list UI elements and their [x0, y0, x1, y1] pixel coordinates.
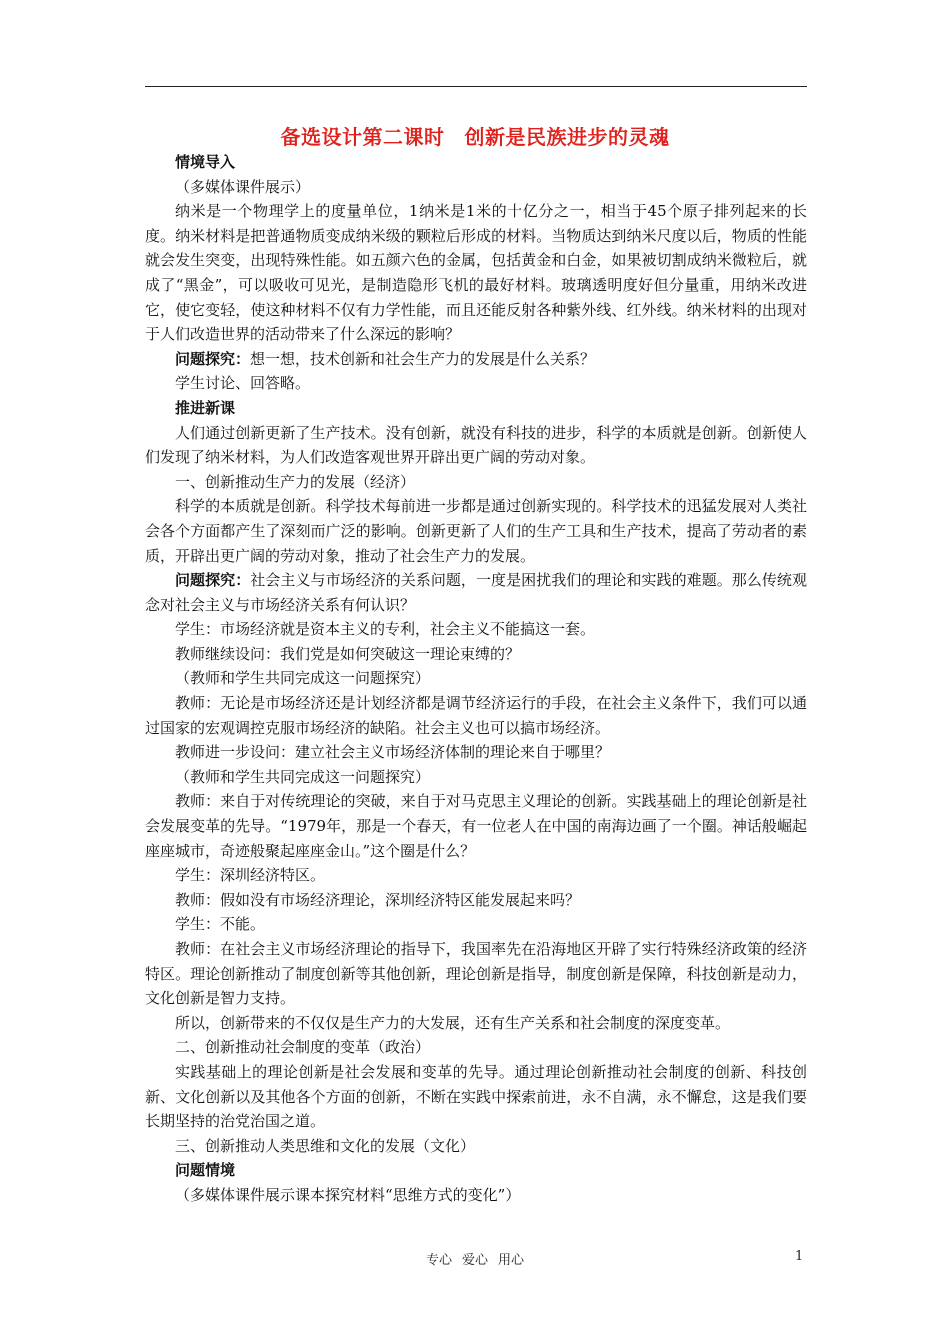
subsection-heading: 三、创新推动人类思维和文化的发展（文化）	[175, 1136, 476, 1155]
paragraph: 教师：假如没有市场经济理论，深圳经济特区能发展起来吗？	[175, 890, 581, 909]
title-topic: 创新是民族进步的灵魂	[464, 125, 670, 149]
header-rule	[145, 86, 807, 87]
paragraph: 纳米是一个物理学上的度量单位，1纳米是1米的十亿分之一，相当于45个原子排列起来的长度。纳米材料是把普通物质变成纳米级的颗粒后形成的材料。当物质达到纳米尺度以后，物质的性能就会发生突变，出现特殊性能。如五颜六色的金属，包括黄金和白金，如果被切割成纳米微粒后，就成了“黑金”，可以吸收可见光，是制造隐形飞机的最好材料。玻璃透明度好但分量重，用纳米改进它，使它变轻，使这种材料不仅有力学性能，而且还能反射各种紫外线、红外线。纳米材料的出现对于人们改造世界的活动带来了什么深远的影响？	[145, 202, 807, 344]
paragraph: 学生：深圳经济特区。	[175, 866, 326, 885]
footer-slogan-1: 专心	[425, 1253, 452, 1268]
footer-slogan-2: 爱心	[461, 1253, 488, 1268]
paragraph: （多媒体课件展示课本探究材料“思维方式的变化”）	[175, 1185, 521, 1204]
paragraph: 教师：在社会主义市场经济理论的指导下，我国率先在沿海地区开辟了实行特殊经济政策的经济特区。理论创新推动了制度创新等其他创新，理论创新是指导，制度创新是保障，科技创新是动力，文化创新是智力支持。	[145, 940, 807, 1008]
footer-slogan-3: 用心	[498, 1253, 525, 1268]
page-footer	[0, 1249, 950, 1268]
page-number: 1	[795, 1249, 804, 1264]
paragraph: 教师：来自于对传统理论的突破，来自于对马克思主义理论的创新。实践基础上的理论创新是社会发展变革的先导。“1979年，那是一个春天，有一位老人在中国的南海边画了一个圈。神话般崛起座座城市，奇迹般聚起座座金山。”这个圈是什么？	[145, 792, 807, 860]
paragraph: 科学的本质就是创新。科学技术每前进一步都是通过创新实现的。科学技术的迅猛发展对人类社会各个方面都产生了深刻而广泛的影响。创新更新了人们的生产工具和生产技术，提高了劳动者的素质，开辟出更广阔的劳动对象，推动了社会生产力的发展。	[145, 497, 807, 565]
section-heading: 推进新课	[175, 398, 236, 417]
paragraph: 教师进一步设问：建立社会主义市场经济体制的理论来自于哪里？	[175, 743, 611, 762]
paragraph: 学生：不能。	[175, 915, 266, 934]
document-body	[145, 150, 807, 1208]
paragraph: 教师继续设问：我们党是如何突破这一理论束缚的？	[175, 644, 521, 663]
paragraph: 所以，创新带来的不仅仅是生产力的大发展，还有生产关系和社会制度的深度变革。	[175, 1013, 731, 1032]
paragraph: （教师和学生共同完成这一问题探究）	[175, 669, 431, 688]
subsection-heading: 二、创新推动社会制度的变革（政治）	[175, 1038, 431, 1057]
paragraph: 问题探究：想一想，技术创新和社会生产力的发展是什么关系？	[175, 349, 596, 368]
paragraph: 学生讨论、回答略。	[175, 374, 311, 393]
section-heading: 问题情境	[175, 1161, 236, 1180]
inquiry-label: 问题探究：	[175, 571, 251, 590]
section-heading: 情境导入	[175, 153, 236, 171]
subsection-heading: 一、创新推动生产力的发展（经济）	[175, 472, 416, 491]
paragraph: 问题探究：社会主义与市场经济的关系问题，一度是困扰我们的理论和实践的难题。那么传统观念对社会主义与市场经济关系有何认识？	[145, 571, 807, 614]
title-lesson: 备选设计第二课时	[280, 125, 445, 149]
paragraph: 实践基础上的理论创新是社会发展和变革的先导。通过理论创新推动社会制度的创新、科技创新、文化创新以及其他各个方面的创新，不断在实践中探索前进，永不自满，永不懈怠，这是我们要长期坚持的治党治国之道。	[145, 1062, 807, 1131]
paragraph: （教师和学生共同完成这一问题探究）	[175, 767, 431, 786]
paragraph: 学生：市场经济就是资本主义的专利，社会主义不能搞这一套。	[175, 620, 596, 639]
paragraph: （多媒体课件展示）	[175, 177, 311, 196]
paragraph: 教师：无论是市场经济还是计划经济都是调节经济运行的手段，在社会主义条件下，我们可以通过国家的宏观调控克服市场经济的缺陷。社会主义也可以搞市场经济。	[145, 694, 807, 737]
paragraph: 人们通过创新更新了生产技术。没有创新，就没有科技的进步，科学的本质就是创新。创新使人们发现了纳米材料，为人们改造客观世界开辟出更广阔的劳动对象。	[145, 423, 807, 467]
page-title	[0, 121, 950, 150]
inquiry-label: 问题探究：	[175, 349, 251, 368]
